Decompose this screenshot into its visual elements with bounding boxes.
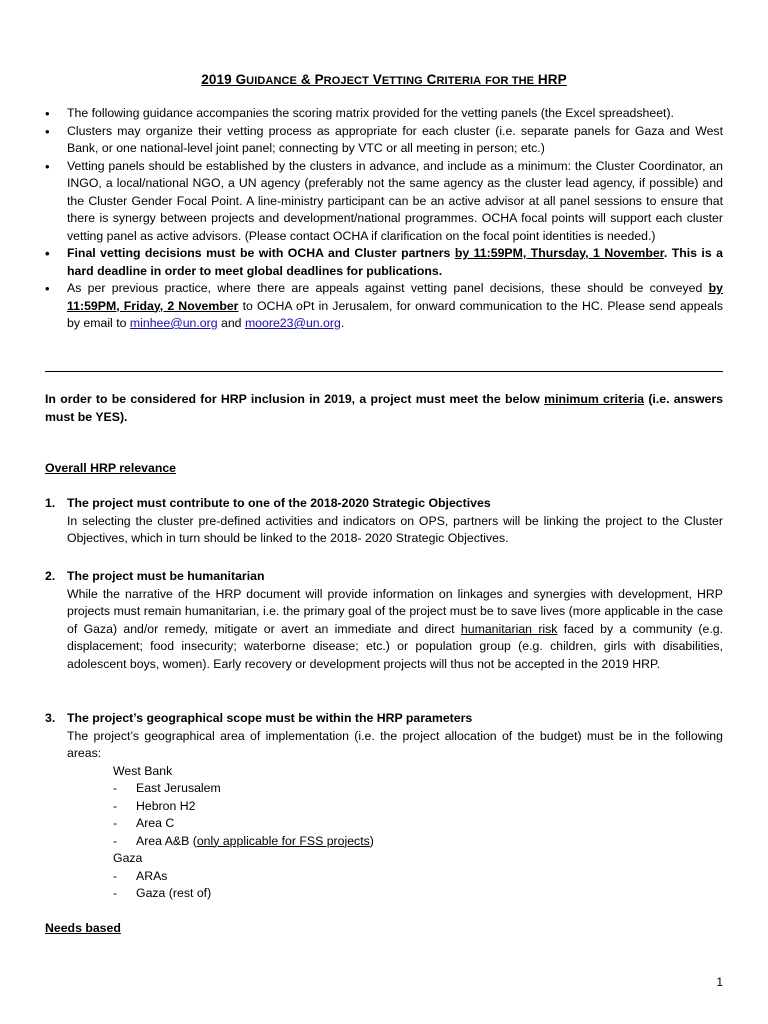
region-west-bank: West Bank (113, 763, 173, 778)
bullet-text: As per previous practice, where there are appeals against vetting panel decisions, these should be conveyed (67, 281, 709, 295)
title-smallcaps: RITERIA (436, 75, 482, 87)
criterion-3 (45, 710, 723, 903)
title-smallcaps: FOR THE (485, 75, 535, 87)
bullet-item (45, 158, 723, 246)
bullet-text: Clusters may organize their vetting process as appropriate for each cluster (i.e. separate panels for Gaza and West Bank, or one national-level joint panel; connecting by VTC or all meeting in person; etc.) (67, 123, 723, 155)
title-amp: & (300, 72, 311, 87)
bullet-text: . This is a hard deadline in order to meet global deadlines for publications. (67, 246, 723, 278)
area-item (113, 833, 723, 851)
criterion-number: 1. (45, 496, 56, 510)
criterion-body: The project’s geographical area of implementation (i.e. the project allocation of the budget) must be in the following areas: (67, 728, 723, 760)
intro-text: (i.e. answers must be YES). (45, 392, 724, 424)
bullet-text: and (217, 316, 245, 330)
deadline-text: by 11:59PM, Friday, 2 November (67, 281, 723, 313)
title-smallcaps: ROJECT (323, 75, 369, 87)
bullet-text: to OCHA oPt in Jerusalem, for onward communication to the HC. Please send appeals by email to (67, 298, 723, 330)
section-heading-needs: Needs based (45, 921, 121, 935)
dash: - (113, 816, 118, 830)
bullet-text: Final vetting decisions must be with OCHA and Cluster partners (67, 246, 455, 260)
area-note: only applicable for FSS projects (196, 833, 370, 848)
bullet-item (45, 280, 723, 333)
criterion-body: In selecting the cluster pre-defined activities and indicators on OPS, partners will be linking the project to the Cluster Objectives, which in turn should be linked to the 2018- 2020 Strategic Objectives. (67, 513, 723, 545)
area-label: East Jerusalem (136, 781, 221, 795)
guidance-bullet-list (45, 105, 723, 333)
bullet-item (45, 245, 723, 280)
area-label: Hebron H2 (136, 798, 196, 813)
criterion-body (45, 586, 723, 674)
title-acronym: HRP (537, 72, 567, 87)
criterion-body-underlined: humanitarian risk (460, 621, 558, 636)
bullet-text: Vetting panels should be established by the clusters in advance, and include as a minimum: the Cluster Coordinator, an INGO, a local/national NGO, a UN agency (preferably not the same agency as the cluster lead agency, if possible) and the Cluster Gender Focal Point. A line-ministry participant can be an active advisor at all panel sessions to ensure that there is synergy between projects and development/national programmes. OCHA focal points will support each cluster vetting panel as active advisors. (Please contact OCHA if clarification on the focal point identities is needed.) (67, 158, 723, 243)
email-link-minhee[interactable]: minhee@un.org (129, 316, 218, 330)
area-label: ) (369, 833, 374, 848)
dash: - (113, 781, 118, 795)
intro-paragraph (45, 391, 723, 426)
area-label: ARAs (136, 868, 168, 883)
section-heading-relevance: Overall HRP relevance (45, 461, 177, 475)
page-number: 1 (716, 975, 723, 989)
area-label: Gaza (rest of) (136, 886, 212, 900)
area-item (113, 815, 723, 833)
dash: - (113, 868, 118, 883)
area-item (113, 780, 723, 798)
dash: - (113, 886, 118, 900)
intro-underlined: minimum criteria (544, 392, 645, 406)
area-label: Area C (136, 816, 175, 830)
horizontal-divider (45, 371, 723, 372)
title-char: G (235, 72, 247, 87)
area-label: Area A&B ( (136, 833, 197, 848)
title-year: 2019 (201, 72, 232, 87)
criterion-heading: The project must contribute to one of the 2018-2020 Strategic Objectives (67, 496, 491, 510)
criterion-body-text: While the narrative of the HRP document will provide information on linkages and synergies with development, HRP projects must remain humanitarian, i.e. the primary goal of the project must be to save lives (more applicable in the case of Gaza) and/or remedy, mitigate or avert an immediate and direct (67, 586, 723, 636)
area-item (113, 885, 723, 903)
bullet-item (45, 123, 723, 158)
title-smallcaps: UIDANCE (246, 75, 297, 87)
dash: - (113, 798, 118, 813)
intro-text: In order to be considered for HRP inclusion in 2019, a project must meet the below (45, 392, 545, 406)
criterion-number: 3. (45, 711, 56, 725)
bullet-item (45, 105, 723, 123)
dash: - (113, 833, 118, 848)
title-char: V (372, 72, 382, 87)
area-list (45, 763, 723, 903)
region-gaza: Gaza (113, 851, 143, 865)
bullet-text: . (340, 316, 345, 330)
criterion-body-text: faced by a community (e.g. displacement; food insecurity; waterborne disease; etc.) or population group (e.g. children, girls with disabilities, adolescent boys, women). Early recovery or development projects will thus not be accepted in the 2019 HRP. (67, 621, 724, 671)
title-char: C (426, 72, 437, 87)
criterion-2 (45, 568, 723, 673)
criterion-number: 2. (45, 569, 56, 583)
area-item (113, 868, 723, 886)
criterion-1 (45, 495, 723, 548)
criterion-heading: The project’s geographical scope must be within the HRP parameters (67, 711, 473, 725)
deadline-text: by 11:59PM, Thursday, 1 November (454, 246, 664, 260)
area-item (113, 798, 723, 816)
title-smallcaps: ETTING (381, 75, 423, 87)
criterion-heading: The project must be humanitarian (67, 569, 265, 583)
title-char: P (314, 72, 324, 87)
email-link-moore[interactable]: moore23@un.org (244, 316, 341, 330)
bullet-text: The following guidance accompanies the scoring matrix provided for the vetting panels (the Excel spreadsheet). (67, 106, 674, 120)
document-title (45, 72, 723, 87)
